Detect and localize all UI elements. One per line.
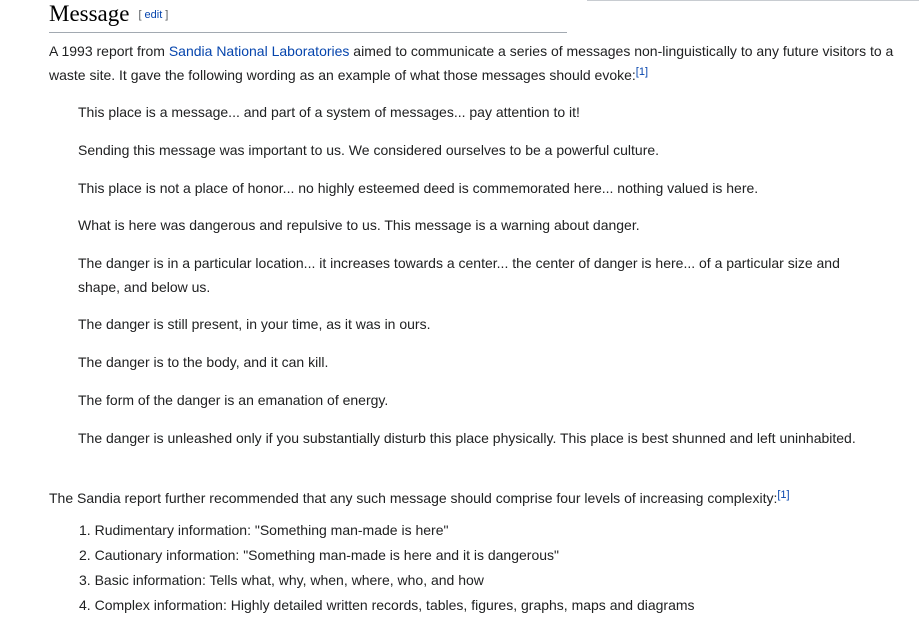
list-item	[79, 543, 695, 568]
quote-line: What is here was dangerous and repulsive to us. This message is a warning about danger.	[78, 217, 640, 233]
list-number: 2.	[79, 547, 91, 563]
intro-text-after: aimed to communicate a series of messages non-linguistically to any future visitors to a waste site. It gave the following wording as an example of what those messages should evoke:	[49, 43, 894, 83]
quote-line: The danger is unleashed only if you substantially disturb this place physically. This place is best shunned and left uninhabited.	[78, 430, 856, 446]
citation-ref-1[interactable]: [1]	[635, 66, 649, 78]
edit-section	[138, 9, 168, 21]
list-item-text: Rudimentary information: "Something man-made is here"	[94, 522, 449, 538]
intro-text-before: A 1993 report from	[49, 43, 169, 59]
quote-line: This place is a message... and part of a system of messages... pay attention to it!	[78, 104, 580, 120]
recommendation-text: The Sandia report further recommended that any such message should comprise four levels of increasing complexity:	[49, 490, 778, 506]
quote-line: Sending this message was important to us. We considered ourselves to be a powerful culture.	[78, 142, 660, 158]
recommendation-paragraph	[49, 486, 909, 510]
quote-line: The danger is to the body, and it can kill.	[78, 354, 329, 370]
section-heading	[49, 0, 567, 33]
edit-link[interactable]: edit	[144, 9, 163, 21]
list-item-text: Basic information: Tells what, why, when, where, who, and how	[94, 572, 484, 588]
quote-line: The danger is still present, in your time, as it was in ours.	[78, 316, 431, 332]
citation-ref-2[interactable]: [1]	[777, 489, 790, 501]
list-item-text: Cautionary information: "Something man-made is here and it is dangerous"	[94, 547, 559, 563]
quote-line: This place is not a place of honor... no highly esteemed deed is commemorated here... nothing valued is here.	[78, 180, 759, 196]
edit-bracket-close: ]	[165, 9, 169, 21]
edit-bracket-open: [	[138, 9, 142, 21]
list-item	[79, 568, 695, 593]
quote-line: The form of the danger is an emanation of energy.	[78, 392, 389, 408]
list-item-text: Complex information: Highly detailed written records, tables, figures, graphs, maps and diagrams	[94, 597, 695, 613]
list-item	[79, 518, 695, 543]
list-number: 4.	[79, 597, 91, 613]
section-title: Message	[49, 1, 130, 26]
sandia-link[interactable]: Sandia National Laboratories	[168, 43, 350, 59]
intro-paragraph	[49, 39, 909, 87]
list-number: 3.	[79, 572, 91, 588]
quote-line: The danger is in a particular location... it increases towards a center... the center of danger is here... of a particular size and shape, and below us.	[78, 255, 840, 295]
list-number: 1.	[79, 522, 91, 538]
list-item	[79, 593, 695, 618]
levels-list	[79, 518, 695, 618]
top-divider	[587, 0, 919, 1]
